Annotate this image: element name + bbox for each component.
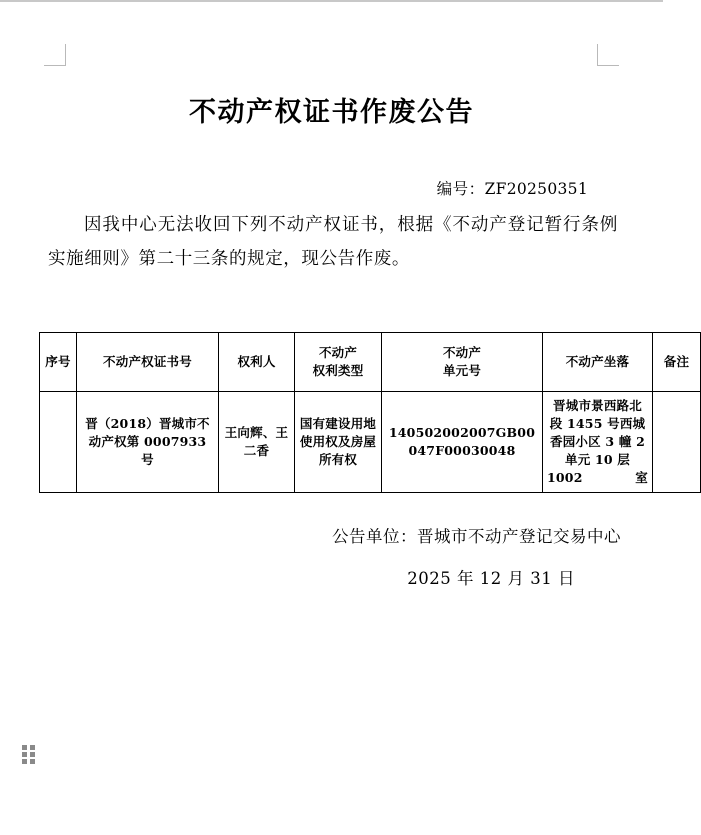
- header-right-type-line1: 不动产: [318, 345, 358, 360]
- table-row: [40, 392, 701, 493]
- grip-dot: [22, 745, 27, 750]
- header-cert-no: 不动产权证书号: [77, 333, 219, 392]
- grip-dot: [22, 759, 27, 764]
- crop-mark-vertical: [65, 44, 66, 66]
- grip-dot: [22, 752, 27, 757]
- header-location: 不动产坐落: [543, 333, 653, 392]
- cell-seq: [40, 392, 77, 493]
- body-paragraph: 因我中心无法收回下列不动产权证书，根据《不动产登记暂行条例实施细则》第二十三条的规定，现公告作废。: [48, 215, 618, 269]
- page-title: 不动产权证书作废公告: [189, 97, 474, 128]
- crop-mark-vertical: [597, 44, 598, 66]
- page-top-rule: [0, 0, 663, 2]
- cell-location: 晋城市景西路北段 1455 号西城香园小区 3 幢 2 单元 10 层 1002 室: [543, 392, 653, 493]
- certificate-table: [39, 332, 701, 493]
- serial-number-line: [0, 177, 663, 199]
- cell-unit-no: 140502002007GB00047F00030048: [382, 392, 543, 493]
- header-unit-no: [382, 333, 543, 392]
- header-right-type-lines: [299, 344, 377, 380]
- header-right-type: [295, 333, 382, 392]
- header-seq: 序号: [40, 333, 77, 392]
- table-header-row: [40, 333, 701, 392]
- header-unit-no-line2: 单元号: [442, 363, 482, 378]
- crop-mark-horizontal: [597, 65, 619, 66]
- serial-number-value: ZF20250351: [484, 180, 588, 198]
- grip-dot: [30, 745, 35, 750]
- header-note: 备注: [653, 333, 701, 392]
- header-unit-no-lines: [386, 344, 538, 380]
- table-header: [40, 333, 701, 392]
- grip-dot: [30, 752, 35, 757]
- grip-dot: [30, 759, 35, 764]
- cell-note: [653, 392, 701, 493]
- grip-dots-icon[interactable]: [22, 745, 35, 765]
- crop-mark-top-left-icon: [44, 44, 66, 66]
- date-line: 2025 年 12 月 31 日: [407, 569, 575, 588]
- crop-mark-top-right-icon: [597, 44, 619, 66]
- cell-owner: 王向辉、王二香: [219, 392, 295, 493]
- header-right-type-line2: 权利类型: [312, 363, 364, 378]
- table-body: [40, 392, 701, 493]
- header-unit-no-line1: 不动产: [442, 345, 482, 360]
- cell-right-type: 国有建设用地使用权及房屋所有权: [295, 392, 382, 493]
- crop-mark-horizontal: [44, 65, 66, 66]
- serial-number-label: 编号：: [436, 180, 485, 198]
- header-owner: 权利人: [219, 333, 295, 392]
- issuer-line: 公告单位：晋城市不动产登记交易中心: [332, 527, 621, 546]
- cell-cert-no: 晋（2018）晋城市不动产权第 0007933 号: [77, 392, 219, 493]
